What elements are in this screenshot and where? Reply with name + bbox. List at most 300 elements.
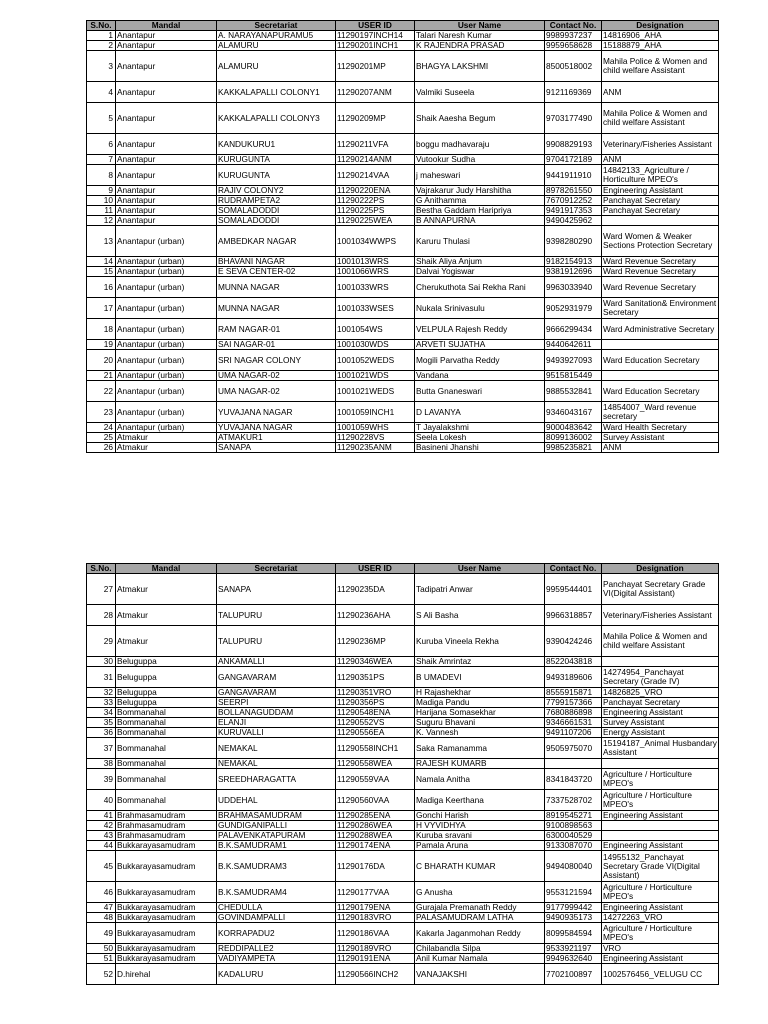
- cell-user-id: 1001059WHS: [336, 423, 415, 433]
- table-row: [87, 851, 719, 882]
- cell-contact: 9553121594: [545, 882, 602, 903]
- cell-user-id: 1001034WWPS: [336, 226, 415, 257]
- cell-secretariat: KURUGUNTA: [217, 155, 336, 165]
- cell-secretariat: BRAHMASAMUDRAM: [217, 811, 336, 821]
- cell-secretariat: NEMAKAL: [217, 759, 336, 769]
- table-row: [87, 903, 719, 913]
- cell-user-name: B ANNAPURNA: [415, 216, 545, 226]
- cell-mandal: Anantapur (urban): [116, 423, 217, 433]
- cell-contact: 9491917353: [545, 206, 602, 216]
- cell-secretariat: SOMALADODDI: [217, 206, 336, 216]
- cell-contact: 8099584594: [545, 923, 602, 944]
- table-row: [87, 738, 719, 759]
- table-row: [87, 821, 719, 831]
- cell-secretariat: B.K.SAMUDRAM4: [217, 882, 336, 903]
- cell-designation: Panchayat Secretary: [602, 206, 719, 216]
- cell-secretariat: BOLLANAGUDDAM: [217, 708, 336, 718]
- cell-mandal: Anantapur (urban): [116, 257, 217, 267]
- header-mandal: Mandal: [116, 564, 217, 574]
- cell-user-id: 11290211VFA: [336, 134, 415, 155]
- cell-mandal: D.hirehal: [116, 964, 217, 985]
- cell-user-id: 11290351PS: [336, 667, 415, 688]
- cell-mandal: Anantapur: [116, 134, 217, 155]
- cell-designation: Ward Health Secretary: [602, 423, 719, 433]
- table-row: [87, 769, 719, 790]
- cell-sno: 7: [87, 155, 116, 165]
- cell-sno: 9: [87, 186, 116, 196]
- cell-user-id: 11290209MP: [336, 103, 415, 134]
- cell-sno: 50: [87, 944, 116, 954]
- cell-contact: 9989937237: [545, 31, 602, 41]
- cell-user-id: 11290236AHA: [336, 605, 415, 626]
- cell-contact: 9515815449: [545, 371, 602, 381]
- table-row: [87, 31, 719, 41]
- cell-user-id: 11290176DA: [336, 851, 415, 882]
- cell-secretariat: KURUVALLI: [217, 728, 336, 738]
- cell-user-name: Shaik Amrintaz: [415, 657, 545, 667]
- cell-mandal: Beluguppa: [116, 667, 217, 688]
- cell-user-name: Cherukuthota Sai Rekha Rani: [415, 277, 545, 298]
- cell-contact: 6300040529: [545, 831, 602, 841]
- cell-user-id: 11290174ENA: [336, 841, 415, 851]
- cell-secretariat: SANAPA: [217, 574, 336, 605]
- cell-mandal: Anantapur: [116, 41, 217, 51]
- cell-secretariat: GOVINDAMPALLI: [217, 913, 336, 923]
- cell-mandal: Bukkarayasamudram: [116, 903, 217, 913]
- cell-user-id: 1001013WRS: [336, 257, 415, 267]
- cell-user-name: Vajrakarur Judy Harshitha: [415, 186, 545, 196]
- cell-user-name: Pamala Aruna: [415, 841, 545, 851]
- cell-contact: 9963033940: [545, 277, 602, 298]
- cell-user-id: 11290552VS: [336, 718, 415, 728]
- cell-designation: 14955132_Panchayat Secretary Grade VI(Digital Assistant): [602, 851, 719, 882]
- cell-user-id: 11290225WEA: [336, 216, 415, 226]
- cell-sno: 37: [87, 738, 116, 759]
- staff-table-1: [86, 20, 719, 453]
- cell-sno: 42: [87, 821, 116, 831]
- cell-secretariat: YUVAJANA NAGAR: [217, 423, 336, 433]
- cell-contact: 9885532841: [545, 381, 602, 402]
- table-header-row: [87, 21, 719, 31]
- cell-designation: [602, 759, 719, 769]
- cell-designation: Survey Assistant: [602, 718, 719, 728]
- cell-mandal: Bommanahal: [116, 738, 217, 759]
- cell-designation: Mahila Police & Women and child welfare Assistant: [602, 51, 719, 82]
- header-user-id: USER ID: [336, 564, 415, 574]
- cell-designation: Panchayat Secretary: [602, 698, 719, 708]
- cell-user-name: Shaik Aliya Anjum: [415, 257, 545, 267]
- cell-user-id: 11290214ANM: [336, 155, 415, 165]
- cell-contact: [545, 759, 602, 769]
- cell-secretariat: SEERPI: [217, 698, 336, 708]
- cell-mandal: Anantapur: [116, 51, 217, 82]
- cell-designation: VRO: [602, 944, 719, 954]
- cell-contact: 9949632640: [545, 954, 602, 964]
- table-row: [87, 728, 719, 738]
- cell-designation: 14842133_Agriculture / Horticulture MPEO's: [602, 165, 719, 186]
- cell-designation: 15188879_AHA: [602, 41, 719, 51]
- table-row: [87, 913, 719, 923]
- cell-mandal: Bukkarayasamudram: [116, 851, 217, 882]
- cell-user-name: BHAGYA LAKSHMI: [415, 51, 545, 82]
- cell-mandal: Anantapur: [116, 82, 217, 103]
- cell-contact: 9908829193: [545, 134, 602, 155]
- cell-secretariat: ELANJI: [217, 718, 336, 728]
- cell-sno: 47: [87, 903, 116, 913]
- cell-secretariat: PALAVENKATAPURAM: [217, 831, 336, 841]
- table-row: [87, 134, 719, 155]
- table-row: [87, 443, 719, 453]
- cell-secretariat: ATMAKUR1: [217, 433, 336, 443]
- table-row: [87, 811, 719, 821]
- cell-contact: 9533921197: [545, 944, 602, 954]
- cell-mandal: Bommanahal: [116, 708, 217, 718]
- cell-user-name: Saka Ramanamma: [415, 738, 545, 759]
- cell-contact: 9490425962: [545, 216, 602, 226]
- cell-sno: 52: [87, 964, 116, 985]
- cell-user-name: H VYVIDHYA: [415, 821, 545, 831]
- cell-designation: Ward Education Secretary: [602, 381, 719, 402]
- cell-contact: 9666299434: [545, 319, 602, 340]
- cell-secretariat: MUNNA NAGAR: [217, 277, 336, 298]
- cell-secretariat: CHEDULLA: [217, 903, 336, 913]
- table-row: [87, 257, 719, 267]
- table-row: [87, 319, 719, 340]
- cell-mandal: Anantapur (urban): [116, 402, 217, 423]
- cell-user-name: Anil Kumar Namala: [415, 954, 545, 964]
- cell-mandal: Anantapur (urban): [116, 298, 217, 319]
- cell-user-name: PALASAMUDRAM LATHA: [415, 913, 545, 923]
- cell-sno: 13: [87, 226, 116, 257]
- cell-designation: Engineering Assistant: [602, 954, 719, 964]
- cell-user-id: 11290183VRO: [336, 913, 415, 923]
- table-row: [87, 708, 719, 718]
- cell-designation: 14816906_AHA: [602, 31, 719, 41]
- cell-designation: Agriculture / Horticulture MPEO's: [602, 923, 719, 944]
- cell-designation: Ward Revenue Secretary: [602, 277, 719, 298]
- cell-designation: Veterinary/Fisheries Assistant: [602, 605, 719, 626]
- cell-user-id: 11290548ENA: [336, 708, 415, 718]
- cell-designation: 14274954_Panchayat Secretary (Grade IV): [602, 667, 719, 688]
- cell-secretariat: VADIYAMPETA: [217, 954, 336, 964]
- header-mandal: Mandal: [116, 21, 217, 31]
- cell-user-id: 1001054WS: [336, 319, 415, 340]
- table-row: [87, 216, 719, 226]
- cell-user-name: B UMADEVI: [415, 667, 545, 688]
- cell-sno: 20: [87, 350, 116, 371]
- table-row: [87, 402, 719, 423]
- cell-designation: Agriculture / Horticulture MPEO's: [602, 769, 719, 790]
- table-row: [87, 267, 719, 277]
- cell-secretariat: KANDUKURU1: [217, 134, 336, 155]
- cell-mandal: Anantapur: [116, 165, 217, 186]
- header-contact: Contact No.: [545, 21, 602, 31]
- cell-secretariat: GANGAVARAM: [217, 667, 336, 688]
- cell-mandal: Bukkarayasamudram: [116, 944, 217, 954]
- cell-user-id: 11290201INCH1: [336, 41, 415, 51]
- cell-contact: 9505975070: [545, 738, 602, 759]
- cell-designation: ANM: [602, 443, 719, 453]
- cell-sno: 19: [87, 340, 116, 350]
- cell-contact: 9000483642: [545, 423, 602, 433]
- cell-sno: 31: [87, 667, 116, 688]
- table-row: [87, 698, 719, 708]
- table-row: [87, 350, 719, 371]
- cell-designation: Engineering Assistant: [602, 186, 719, 196]
- table-row: [87, 831, 719, 841]
- table-row: [87, 186, 719, 196]
- cell-user-name: ARVETI SUJATHA: [415, 340, 545, 350]
- cell-sno: 10: [87, 196, 116, 206]
- table-row: [87, 277, 719, 298]
- cell-user-name: Gonchi Harish: [415, 811, 545, 821]
- cell-contact: 9440642611: [545, 340, 602, 350]
- cell-secretariat: KURUGUNTA: [217, 165, 336, 186]
- cell-secretariat: KORRAPADU2: [217, 923, 336, 944]
- header-contact: Contact No.: [545, 564, 602, 574]
- cell-user-name: Harijana Somasekhar: [415, 708, 545, 718]
- staff-table-2: [86, 563, 719, 985]
- cell-user-id: 1001033WRS: [336, 277, 415, 298]
- cell-user-name: D LAVANYA: [415, 402, 545, 423]
- cell-mandal: Beluguppa: [116, 698, 217, 708]
- cell-user-name: S Ali Basha: [415, 605, 545, 626]
- cell-secretariat: KAKKALAPALLI COLONY3: [217, 103, 336, 134]
- table-body: [87, 574, 719, 985]
- header-designation: Designation: [602, 564, 719, 574]
- cell-sno: 32: [87, 688, 116, 698]
- cell-user-name: Talari Naresh Kumar: [415, 31, 545, 41]
- cell-user-id: 11290288WEA: [336, 831, 415, 841]
- cell-sno: 26: [87, 443, 116, 453]
- cell-mandal: Anantapur (urban): [116, 267, 217, 277]
- cell-user-id: 11290356PS: [336, 698, 415, 708]
- cell-mandal: Bukkarayasamudram: [116, 954, 217, 964]
- cell-user-name: K RAJENDRA PRASAD: [415, 41, 545, 51]
- table-row: [87, 954, 719, 964]
- cell-designation: Mahila Police & Women and child welfare Assistant: [602, 103, 719, 134]
- cell-user-name: Nukala Srinivasulu: [415, 298, 545, 319]
- cell-sno: 41: [87, 811, 116, 821]
- header-sno: S.No.: [87, 21, 116, 31]
- cell-mandal: Anantapur: [116, 103, 217, 134]
- cell-mandal: Anantapur: [116, 206, 217, 216]
- cell-user-name: Kuruba Vineela Rekha: [415, 626, 545, 657]
- cell-user-id: 1001059INCH1: [336, 402, 415, 423]
- cell-sno: 25: [87, 433, 116, 443]
- cell-contact: 9494080040: [545, 851, 602, 882]
- table-row: [87, 51, 719, 82]
- cell-contact: 9100898563: [545, 821, 602, 831]
- cell-sno: 51: [87, 954, 116, 964]
- cell-designation: Veterinary/Fisheries Assistant: [602, 134, 719, 155]
- cell-secretariat: KADALURU: [217, 964, 336, 985]
- cell-sno: 18: [87, 319, 116, 340]
- cell-user-name: Dalvai Yogiswar: [415, 267, 545, 277]
- cell-user-id: 11290346WEA: [336, 657, 415, 667]
- cell-sno: 24: [87, 423, 116, 433]
- cell-designation: Engineering Assistant: [602, 841, 719, 851]
- cell-designation: Engineering Assistant: [602, 708, 719, 718]
- cell-user-name: Namala Anitha: [415, 769, 545, 790]
- cell-designation: [602, 371, 719, 381]
- cell-user-id: 11290560VAA: [336, 790, 415, 811]
- table-row: [87, 226, 719, 257]
- cell-user-id: 11290566INCH2: [336, 964, 415, 985]
- cell-mandal: Anantapur (urban): [116, 350, 217, 371]
- table-row: [87, 165, 719, 186]
- cell-user-id: 11290197INCH14: [336, 31, 415, 41]
- cell-sno: 15: [87, 267, 116, 277]
- cell-user-id: 1001033WSES: [336, 298, 415, 319]
- cell-user-id: 1001030WDS: [336, 340, 415, 350]
- cell-contact: 7799157366: [545, 698, 602, 708]
- cell-mandal: Brahmasamudram: [116, 821, 217, 831]
- cell-mandal: Bommanahal: [116, 728, 217, 738]
- cell-secretariat: RUDRAMPETA2: [217, 196, 336, 206]
- table-header-row: [87, 564, 719, 574]
- cell-user-name: T Jayalakshmi: [415, 423, 545, 433]
- cell-contact: 9182154913: [545, 257, 602, 267]
- cell-designation: Engineering Assistant: [602, 811, 719, 821]
- cell-user-name: Bestha Gaddam Haripriya: [415, 206, 545, 216]
- cell-designation: 14854007_Ward revenue secretary: [602, 402, 719, 423]
- cell-user-name: Chilabandla Silpa: [415, 944, 545, 954]
- cell-contact: 7337528702: [545, 790, 602, 811]
- cell-mandal: Brahmasamudram: [116, 811, 217, 821]
- cell-contact: 9490935173: [545, 913, 602, 923]
- cell-secretariat: E SEVA CENTER-02: [217, 267, 336, 277]
- cell-mandal: Atmakur: [116, 574, 217, 605]
- header-secretariat: Secretariat: [217, 564, 336, 574]
- cell-designation: Agriculture / Horticulture MPEO's: [602, 882, 719, 903]
- cell-user-id: 11290189VRO: [336, 944, 415, 954]
- cell-designation: Panchayat Secretary Grade VI(Digital Assistant): [602, 574, 719, 605]
- cell-designation: 1002576456_VELUGU CC: [602, 964, 719, 985]
- table-row: [87, 574, 719, 605]
- cell-designation: Panchayat Secretary: [602, 196, 719, 206]
- table-row: [87, 340, 719, 350]
- table-row: [87, 155, 719, 165]
- cell-secretariat: A. NARAYANAPURAMU5: [217, 31, 336, 41]
- cell-contact: 7680886898: [545, 708, 602, 718]
- cell-sno: 8: [87, 165, 116, 186]
- cell-mandal: Bukkarayasamudram: [116, 841, 217, 851]
- cell-contact: 9390424246: [545, 626, 602, 657]
- header-designation: Designation: [602, 21, 719, 31]
- cell-user-name: Madiga Pandu: [415, 698, 545, 708]
- cell-secretariat: UMA NAGAR-02: [217, 381, 336, 402]
- cell-user-id: 11290186VAA: [336, 923, 415, 944]
- cell-secretariat: UDDEHAL: [217, 790, 336, 811]
- cell-secretariat: TALUPURU: [217, 626, 336, 657]
- cell-user-id: 11290285ENA: [336, 811, 415, 821]
- cell-mandal: Anantapur (urban): [116, 277, 217, 298]
- cell-user-name: Tadipatri Anwar: [415, 574, 545, 605]
- cell-designation: Ward Women & Weaker Sections Protection Secretary: [602, 226, 719, 257]
- cell-contact: 9398280290: [545, 226, 602, 257]
- cell-designation: [602, 831, 719, 841]
- cell-sno: 36: [87, 728, 116, 738]
- cell-user-name: H Rajashekhar: [415, 688, 545, 698]
- table-body: [87, 31, 719, 453]
- cell-user-name: Kuruba sravani: [415, 831, 545, 841]
- table-row: [87, 923, 719, 944]
- cell-contact: 8341843720: [545, 769, 602, 790]
- header-sno: S.No.: [87, 564, 116, 574]
- table-row: [87, 298, 719, 319]
- cell-user-name: Suguru Bhavani: [415, 718, 545, 728]
- cell-secretariat: SANAPA: [217, 443, 336, 453]
- cell-mandal: Anantapur (urban): [116, 371, 217, 381]
- cell-mandal: Atmakur: [116, 626, 217, 657]
- header-secretariat: Secretariat: [217, 21, 336, 31]
- cell-secretariat: B.K.SAMUDRAM3: [217, 851, 336, 882]
- cell-secretariat: SREEDHARAGATTA: [217, 769, 336, 790]
- cell-sno: 3: [87, 51, 116, 82]
- cell-mandal: Anantapur: [116, 216, 217, 226]
- cell-secretariat: ALAMURU: [217, 51, 336, 82]
- cell-mandal: Bukkarayasamudram: [116, 923, 217, 944]
- cell-contact: 9177999442: [545, 903, 602, 913]
- table-row: [87, 718, 719, 728]
- cell-sno: 28: [87, 605, 116, 626]
- cell-user-id: 1001021WEDS: [336, 381, 415, 402]
- cell-secretariat: ALAMURU: [217, 41, 336, 51]
- cell-sno: 46: [87, 882, 116, 903]
- cell-designation: Ward Administrative Secretary: [602, 319, 719, 340]
- cell-contact: 9346661531: [545, 718, 602, 728]
- cell-sno: 39: [87, 769, 116, 790]
- cell-designation: ANM: [602, 82, 719, 103]
- cell-user-id: 11290225PS: [336, 206, 415, 216]
- cell-sno: 38: [87, 759, 116, 769]
- cell-secretariat: ANKAMALLI: [217, 657, 336, 667]
- cell-sno: 43: [87, 831, 116, 841]
- table-row: [87, 688, 719, 698]
- cell-sno: 49: [87, 923, 116, 944]
- header-user-name: User Name: [415, 21, 545, 31]
- table-row: [87, 381, 719, 402]
- cell-sno: 5: [87, 103, 116, 134]
- cell-user-name: C BHARATH KUMAR: [415, 851, 545, 882]
- cell-user-id: 11290556EA: [336, 728, 415, 738]
- cell-mandal: Anantapur: [116, 196, 217, 206]
- cell-contact: 9966318857: [545, 605, 602, 626]
- header-user-id: USER ID: [336, 21, 415, 31]
- cell-contact: 7670912252: [545, 196, 602, 206]
- cell-secretariat: KAKKALAPALLI COLONY1: [217, 82, 336, 103]
- table-row: [87, 626, 719, 657]
- table-row: [87, 944, 719, 954]
- cell-user-id: 11290286WEA: [336, 821, 415, 831]
- cell-user-id: 11290351VRO: [336, 688, 415, 698]
- cell-mandal: Atmakur: [116, 605, 217, 626]
- header-user-name: User Name: [415, 564, 545, 574]
- cell-user-id: 11290220ENA: [336, 186, 415, 196]
- cell-designation: Mahila Police & Women and child welfare Assistant: [602, 626, 719, 657]
- cell-designation: [602, 657, 719, 667]
- cell-user-id: 11290179ENA: [336, 903, 415, 913]
- table-row: [87, 41, 719, 51]
- cell-user-name: Butta Gnaneswari: [415, 381, 545, 402]
- cell-secretariat: REDDIPALLE2: [217, 944, 336, 954]
- cell-designation: [602, 340, 719, 350]
- table-row: [87, 423, 719, 433]
- cell-mandal: Atmakur: [116, 433, 217, 443]
- cell-user-name: Vutookur Sudha: [415, 155, 545, 165]
- cell-user-id: 11290207ANM: [336, 82, 415, 103]
